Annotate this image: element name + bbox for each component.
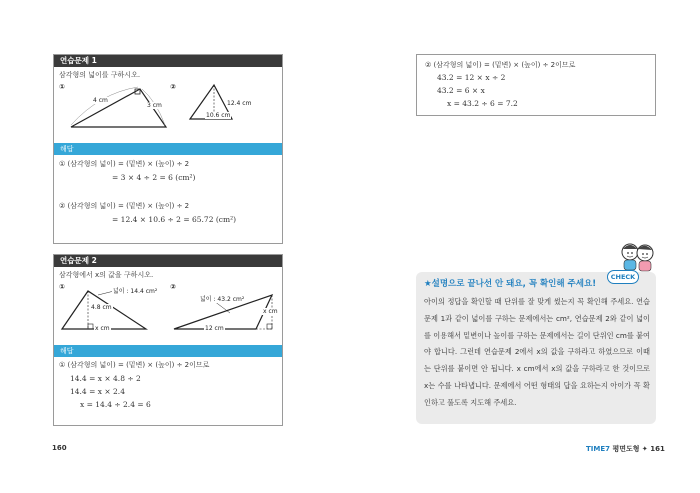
ex2-fig2-base-label: 12 cm [205,325,224,332]
ex2-item-2-step-2: 43.2 = 6 × x [437,86,485,95]
exercise-2-continued-box [416,54,656,116]
ex2-item-2-number: ② [170,283,176,291]
ex2-fig2-height-label: x cm [263,308,278,315]
ex2-answer-step-2: 14.4 = x × 2.4 [70,387,125,396]
ex2-item-2-step-1: 43.2 = 12 × x ÷ 2 [437,73,506,82]
ex1-answer-2-result: = 12.4 × 10.6 ÷ 2 = 65.72 (cm²) [112,215,237,224]
exercise-2-question: 삼각형에서 x의 값을 구하시오. [59,271,154,279]
ex2-answer-formula: ① (삼각형의 넓이) = (밑변) × (높이) ÷ 2이므로 [59,361,210,369]
kids-illustration-icon [618,240,658,274]
ex2-fig2-area-label: 넓이 : 43.2 cm² [200,296,245,303]
ex2-answer-step-3: x = 14.4 ÷ 2.4 = 6 [80,400,151,409]
ex1-fig2-label-12.4cm: 12.4 cm [227,100,252,107]
ex2-item-1-number: ① [59,283,65,291]
exercise-2-title: 연습문제 2 [54,255,282,267]
check-note-paragraph: 아이의 정답을 확인할 때 단위를 잘 맞게 썼는지 꼭 확인해 주세요. 연습문제 1과 같이 넓이를 구하는 문제에서는 cm², 연습문제 2와 같이 넓이를 이용해서 밑변이나 높이를 구하는 문제에서는 길이 단위인 cm를 붙여야 합니다. 그런데 연습문제 2에서 x의 값을 구하라고 하였으므로 이때는 단위를 붙이면 안 됩니다. x cm에서 x의 값을 구하라고 한 것이므로 x는 수를 나타냅니다. 문제에서 어떤 형태의 답을 요하는지 아이가 꼭 확인하고 풀도록 지도해 주세요. [424,297,650,407]
ex2-item-2-step-3: x = 43.2 ÷ 6 = 7.2 [447,99,518,108]
ex2-answer-step-1: 14.4 = x × 4.8 ÷ 2 [70,374,141,383]
ex2-fig1-base-label: x cm [95,325,110,332]
ex1-item-1-number: ① [59,83,65,91]
ex1-fig2-label-10.6cm: 10.6 cm [206,112,231,119]
ex2-item-2-formula: ② (삼각형의 넓이) = (밑변) × (높이) ÷ 2이므로 [425,61,576,69]
ex1-answer-header: 해답 [54,143,282,155]
exercise-2-box [53,254,283,426]
ex1-answer-2-formula: ② (삼각형의 넓이) = (밑변) × (높이) ÷ 2 [59,202,190,210]
right-footer [586,444,665,454]
ex1-item-2-number: ② [170,83,176,91]
ex2-fig1-area-label: 넓이 : 14.4 cm² [113,288,158,295]
left-page-number: 160 [52,444,67,452]
check-note-title: ★설명으로 끝나선 안 돼요, 꼭 확인해 주세요! [424,279,597,289]
footer-chapter-page: 평면도형 ✦ 161 [612,445,665,453]
ex1-answer-1-formula: ① (삼각형의 넓이) = (밑변) × (높이) ÷ 2 [59,160,190,168]
ex2-fig1-height-label: 4.8 cm [91,304,112,311]
ex2-answer-header: 해답 [54,345,282,357]
ex1-fig1-label-4cm: 4 cm [93,97,108,104]
check-badge-icon: CHECK [607,270,639,284]
ex1-fig1-label-3cm: 3 cm [147,102,162,109]
exercise-1-question: 삼각형의 넓이를 구하시오. [59,71,141,79]
exercise-1-title: 연습문제 1 [54,55,282,67]
ex2-triangle-figures [54,255,282,345]
check-note-box [416,272,656,424]
exercise-1-box [53,54,283,244]
ex1-answer-1-result: = 3 × 4 ÷ 2 = 6 (cm²) [112,173,196,182]
footer-brand: TIME7 [586,445,610,453]
